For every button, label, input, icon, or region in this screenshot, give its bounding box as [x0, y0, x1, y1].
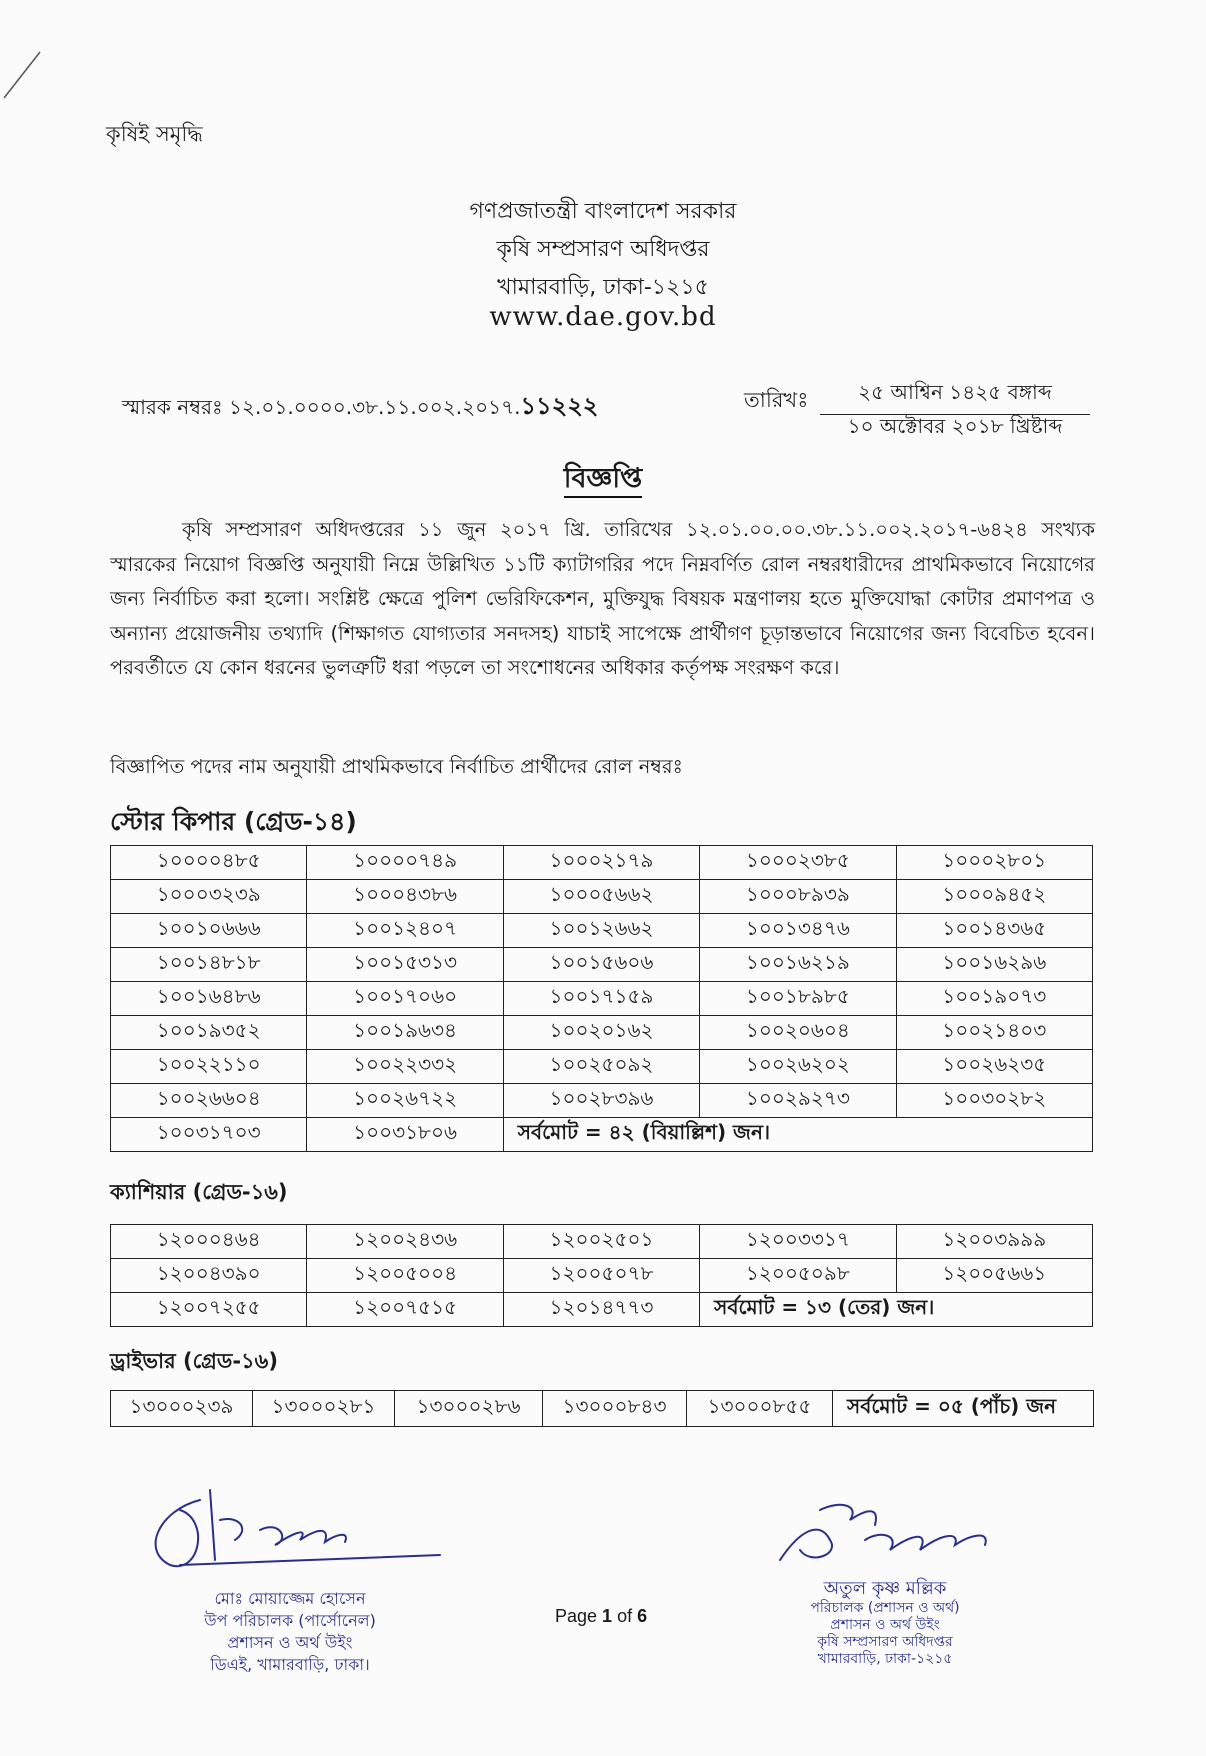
roll-cell: ১০০১৭০৬০ — [307, 982, 503, 1016]
left-handwritten-signature — [140, 1480, 460, 1590]
office-address: খামারবাড়ি, ঢাকা-১২১৫ — [497, 275, 709, 300]
roll-cell: ১৩০০০২৮১ — [253, 1391, 395, 1427]
table-row — [111, 1050, 1093, 1084]
cashier-roll-table — [110, 1224, 1093, 1327]
table-row — [111, 1118, 1093, 1152]
roll-cell: ১২০০৫০০৪ — [307, 1259, 503, 1293]
right-signatory-stamp — [760, 1578, 1010, 1668]
roll-cell: ১০০২০৬০৪ — [700, 1016, 896, 1050]
website-link[interactable]: www.dae.gov.bd — [489, 302, 717, 332]
table-row — [111, 1391, 1094, 1427]
department-name: কৃষি সম্প্রসারণ অধিদপ্তর — [496, 237, 710, 262]
table-row — [111, 1225, 1093, 1259]
memo-label: স্মারক নম্বরঃ ১২.০১.০০০০.৩৮.১১.০০২.২০১৭. — [122, 395, 521, 419]
roll-cell: ১০০১২৬৬২ — [503, 914, 699, 948]
roll-cell: ১২০০৫০৯৮ — [700, 1259, 896, 1293]
table-row — [111, 982, 1093, 1016]
roll-cell: ১০০১৪৮১৮ — [111, 948, 307, 982]
roll-cell: ১০০২৮৩৯৬ — [503, 1084, 699, 1118]
right-handwritten-signature — [770, 1490, 1010, 1580]
right-signatory-name: অতুল কৃষ্ণ মল্লিক — [823, 1578, 947, 1599]
roll-cell: ১২০০৩৯৯৯ — [896, 1225, 1092, 1259]
roll-cell: ১২০০২৪৩৬ — [307, 1225, 503, 1259]
roll-cell: ১০০১০৬৬৬ — [111, 914, 307, 948]
roll-cell: ১০০০২৮০১ — [896, 846, 1092, 880]
table-row — [111, 948, 1093, 982]
date-gregorian: ১০ অক্টোবর ২০১৮ খ্রিষ্টাব্দ — [847, 414, 1063, 438]
roll-cell: ১০০০৫৬৬২ — [503, 880, 699, 914]
government-name: গণপ্রজাতন্ত্রী বাংলাদেশ সরকার — [469, 199, 737, 224]
roll-cell: ১০০১৮৯৮৫ — [700, 982, 896, 1016]
right-signatory-address: খামারবাড়ি, ঢাকা-১২১৫ — [817, 1651, 953, 1667]
roll-cell: ১০০৩০২৮২ — [896, 1084, 1092, 1118]
roll-list-intro: বিজ্ঞাপিত পদের নাম অনুযায়ী প্রাথমিকভাবে নির্বাচিত প্রার্থীদের রোল নম্বরঃ — [110, 755, 683, 778]
page-mid: of — [612, 1606, 638, 1626]
roll-cell: ১০০০৮৯৩৯ — [700, 880, 896, 914]
memo-number-bold: ১১২২২ — [520, 392, 599, 420]
roll-cell: ১২০০২৫০১ — [503, 1225, 699, 1259]
table-row — [111, 1259, 1093, 1293]
roll-cell: ১০০২০১৬২ — [503, 1016, 699, 1050]
roll-cell: ১০০১৫৩১৩ — [307, 948, 503, 982]
table-row — [111, 1084, 1093, 1118]
roll-cell: ১০০০৯৪৫২ — [896, 880, 1092, 914]
roll-cell: ১০০২১৪০৩ — [896, 1016, 1092, 1050]
page-prefix: Page — [555, 1606, 603, 1626]
total-cell: সর্বমোট = ৪২ (বিয়াল্লিশ) জন। — [503, 1118, 1092, 1152]
notice-title — [0, 458, 1206, 503]
roll-cell: ১৩০০০২৩৯ — [111, 1391, 253, 1427]
notice-title-text: বিজ্ঞপ্তি — [564, 463, 643, 498]
category-title-store-keeper: স্টোর কিপার (গ্রেড-১৪) — [110, 807, 357, 836]
page-current: 1 — [602, 1606, 613, 1626]
roll-cell: ১০০০৪৩৮৬ — [307, 880, 503, 914]
roll-cell: ১০০০০৭৪৯ — [307, 846, 503, 880]
right-signatory-office: কৃষি সম্প্রসারণ অধিদপ্তর — [817, 1634, 953, 1650]
roll-cell: ১০০১২৪০৭ — [307, 914, 503, 948]
roll-cell: ১৩০০০৮৫৫ — [687, 1391, 833, 1427]
roll-cell: ১২০০৫০৭৮ — [503, 1259, 699, 1293]
roll-cell: ১২০০৫৬৬১ — [896, 1259, 1092, 1293]
roll-cell: ১০০২৬২০২ — [700, 1050, 896, 1084]
roll-cell: ১০০১৫৬০৬ — [503, 948, 699, 982]
date-bangla: ২৫ আশ্বিন ১৪২৫ বঙ্গাব্দ — [820, 378, 1090, 415]
left-signatory-name: মোঃ মোয়াজ্জেম হোসেন — [214, 1589, 366, 1608]
total-cell: সর্বমোট = ১৩ (তের) জন। — [700, 1293, 1093, 1327]
left-signatory-stamp — [140, 1588, 440, 1676]
roll-cell: ১০০০৩২৩৯ — [111, 880, 307, 914]
roll-cell: ১০০১৬২১৯ — [700, 948, 896, 982]
roll-cell: ১০০১৬৪৮৬ — [111, 982, 307, 1016]
left-signatory-office: ডিএই, খামারবাড়ি, ঢাকা। — [210, 1655, 370, 1674]
right-signatory-wing: প্রশাসন ও অর্থ উইং — [830, 1617, 940, 1633]
roll-cell: ১২০০০৪৬৪ — [111, 1225, 307, 1259]
notice-body — [110, 513, 1095, 686]
notice-paragraph: কৃষি সম্প্রসারণ অধিদপ্তরের ১১ জুন ২০১৭ খ্রি. তারিখের ১২.০১.০০.০০.৩৮.১১.০০২.২০১৭-৬৪২৪ সংখ্যক স্মারকের নিয়োগ বিজ্ঞপ্তি অনুযায়ী নিম্নে উল্লিখিত ১১টি ক্যাটাগরির পদে নিম্নবর্ণিত রোল নম্বরধারীদের প্রাথমিকভাবে নিয়োগের জন্য নির্বাচিত করা হলো। সংশ্লিষ্ট ক্ষেত্রে পুলিশ ভেরিফিকেশন, মুক্তিযুদ্ধ বিষয়ক মন্ত্রণালয় হতে মুক্তিযোদ্ধা কোটার প্রমাণপত্র ও অন্যান্য প্রয়োজনীয় তথ্যাদি (শিক্ষাগত যোগ্যতার সনদসহ) যাচাই সাপেক্ষে প্রার্থীগণ চূড়ান্তভাবে নিয়োগের জন্য বিবেচিত হবেন। পরবর্তীতে যে কোন ধরনের ভুলত্রুটি ধরা পড়লে তা সংশোধনের অধিকার কর্তৃপক্ষ সংরক্ষণ করে। — [110, 518, 1095, 679]
roll-cell: ১০০২৬২৩৫ — [896, 1050, 1092, 1084]
roll-cell: ১০০০২৩৮৫ — [700, 846, 896, 880]
memo-number — [122, 388, 598, 428]
roll-cell: ১০০২৫০৯২ — [503, 1050, 699, 1084]
total-cell: সর্বমোট = ০৫ (পাঁচ) জন — [833, 1391, 1094, 1427]
roll-cell: ১০০১৯৬৩৪ — [307, 1016, 503, 1050]
page-number — [555, 1606, 647, 1627]
slogan: কৃষিই সমৃদ্ধি — [106, 122, 203, 146]
left-signatory-designation: উপ পরিচালক (পার্সোনেল) — [204, 1611, 376, 1630]
date-label: তারিখঃ — [744, 388, 809, 412]
store-keeper-roll-table — [110, 845, 1093, 1152]
roll-cell: ১২০০৪৩৯০ — [111, 1259, 307, 1293]
table-row — [111, 1016, 1093, 1050]
category-title-cashier: ক্যাশিয়ার (গ্রেড-১৬) — [110, 1180, 288, 1204]
roll-cell: ১০০২৬৬০৪ — [111, 1084, 307, 1118]
roll-cell: ১৩০০০২৮৬ — [395, 1391, 543, 1427]
roll-cell: ১২০০৩৩১৭ — [700, 1225, 896, 1259]
roll-cell: ১০০০২১৭৯ — [503, 846, 699, 880]
roll-cell: ১০০১৯৩৫২ — [111, 1016, 307, 1050]
pen-stroke-mark — [0, 50, 60, 110]
roll-cell: ১০০২২১১০ — [111, 1050, 307, 1084]
table-row — [111, 846, 1093, 880]
roll-cell: ১০০১৩৪৭৬ — [700, 914, 896, 948]
roll-cell: ১০০২২৩৩২ — [307, 1050, 503, 1084]
roll-cell: ১০০১৬২৯৬ — [896, 948, 1092, 982]
roll-cell: ১০০২৬৭২২ — [307, 1084, 503, 1118]
driver-roll-table — [110, 1390, 1094, 1427]
roll-cell: ১০০৩১৭০৩ — [111, 1118, 307, 1152]
roll-cell: ১৩০০০৮৪৩ — [543, 1391, 687, 1427]
table-row — [111, 914, 1093, 948]
table-row — [111, 1293, 1093, 1327]
roll-cell: ১২০১৪৭৭৩ — [503, 1293, 699, 1327]
roll-cell: ১২০০৭৫১৫ — [307, 1293, 503, 1327]
category-title-driver: ড্রাইভার (গ্রেড-১৬) — [110, 1349, 278, 1373]
left-signatory-wing: প্রশাসন ও অর্থ উইং — [227, 1633, 353, 1652]
roll-cell: ১০০১৪৩৬৫ — [896, 914, 1092, 948]
roll-cell: ১০০১৯০৭৩ — [896, 982, 1092, 1016]
roll-cell: ১০০০০৪৮৫ — [111, 846, 307, 880]
right-signatory-designation: পরিচালক (প্রশাসন ও অর্থ) — [810, 1600, 960, 1616]
roll-cell: ১০০২৯২৭৩ — [700, 1084, 896, 1118]
roll-cell: ১০০১৭১৫৯ — [503, 982, 699, 1016]
roll-cell: ১২০০৭২৫৫ — [111, 1293, 307, 1327]
page-total: 6 — [637, 1606, 648, 1626]
table-row — [111, 880, 1093, 914]
roll-cell: ১০০৩১৮০৬ — [307, 1118, 503, 1152]
